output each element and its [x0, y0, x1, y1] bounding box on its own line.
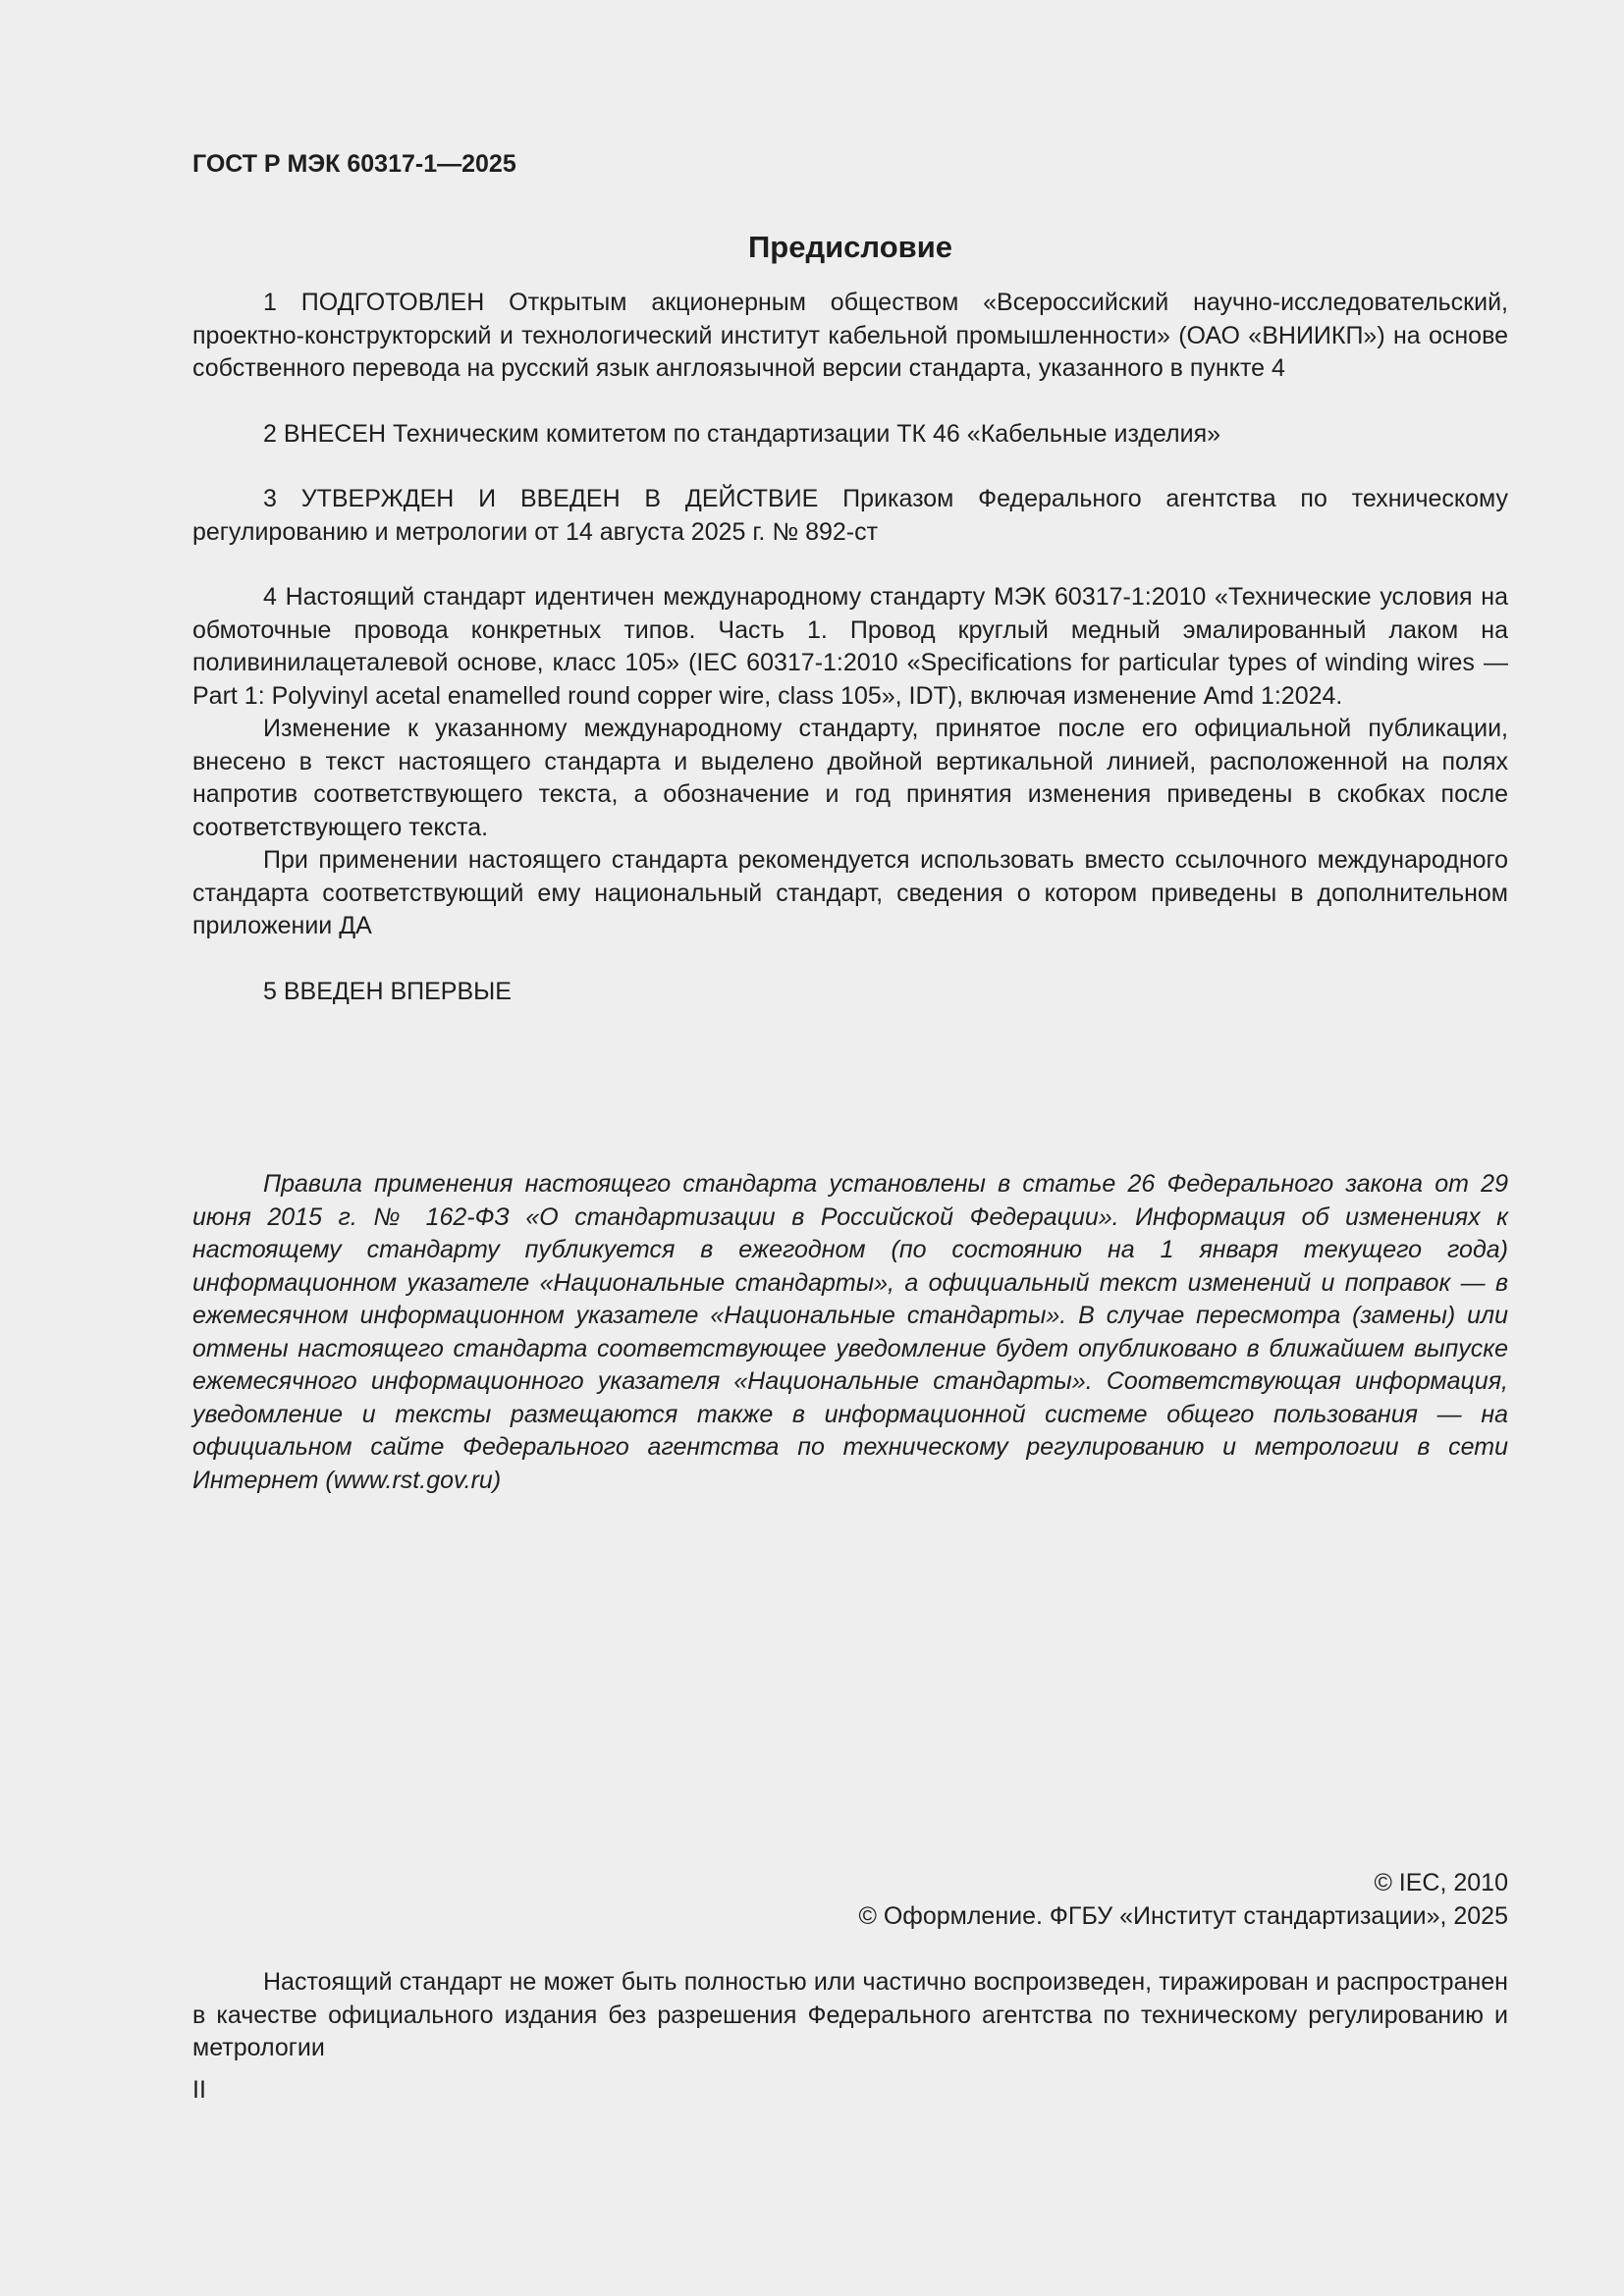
- document-code: ГОСТ Р МЭК 60317-1—2025: [192, 150, 516, 178]
- application-rules-notice: [192, 1168, 1508, 1497]
- notice-text: Правила применения настоящего стандарта установлены в статье 26 Федерального закона от 29 июня 2015 г. № 162-ФЗ «О стандартизации в Российской Федерации». Информация об изменениях к настоящему стандарту публикуется в ежегодном (по состоянию на 1 января текущего года) информационном указателе «Национальные стандарты», а официальный текст изменений и поправок — в ежемесячном информационном указателе «Национальные стандарты». В случае пересмотра (замены) или отмены настоящего стандарта соответствующее уведомление будет опубликовано в ближайшем выпуске ежемесячного информационного указателя «Национальные стандарты». Соответствующая информация, уведомление и тексты размещаются также в информационной системе общего пользования — на официальном сайте Федерального агентства по техническому регулированию и метрологии в сети Интернет (www.rst.gov.ru): [192, 1170, 1508, 1494]
- foreword-item-2: 2 ВНЕСЕН Техническим комитетом по стандартизации ТК 46 «Кабельные изделия»: [263, 419, 1221, 448]
- page-title: Предисловие: [747, 230, 952, 264]
- foreword-body: [192, 287, 1508, 1008]
- reproduction-notice: [192, 1966, 1508, 2065]
- foreword-item-1: 1 ПОДГОТОВЛЕН Открытым акционерным обществом «Всероссийский научно-исследовательский, проектно-конструкторский и технологический институт кабельной промышленности» (ОАО «ВНИИКП») на основе собственного перевода на русский язык англоязычной версии стандарта, указанного в пункте 4: [192, 289, 1508, 382]
- copyright-design: © Оформление. ФГБУ «Институт стандартизации», 2025: [858, 1901, 1508, 1930]
- reproduction-text: Настоящий стандарт не может быть полностью или частично воспроизведен, тиражирован и распространен в качестве официального издания без разрешения Федерального агентства по техническому регулированию и метрологии: [192, 1968, 1508, 2061]
- foreword-item-4-amendment: Изменение к указанному международному стандарту, принятое после его официальной публикации, внесено в текст настоящего стандарта и выделено двойной вертикальной линией, расположенной на полях напротив соответствующего текста, а обозначение и год принятия изменения приведены в скобках после соответствующего текста.: [192, 715, 1508, 841]
- foreword-item-5: 5 ВВЕДЕН ВПЕРВЫЕ: [263, 977, 512, 1005]
- page-header: [192, 147, 1508, 264]
- copyright-iec: © IEC, 2010: [1374, 1869, 1508, 1896]
- copyright-block: [192, 1867, 1508, 1933]
- foreword-item-3: 3 УТВЕРЖДЕН И ВВЕДЕН В ДЕЙСТВИЕ Приказом Федерального агентства по техническому регулированию и метрологии от 14 августа 2025 г. № 892-ст: [192, 485, 1508, 546]
- foreword-item-4: 4 Настоящий стандарт идентичен международному стандарту МЭК 60317-1:2010 «Технические условия на обмоточные провода конкретных типов. Часть 1. Провод круглый медный эмалированный лаком на поливинилацеталевой основе, класс 105» (IEC 60317-1:2010 «Specifications for particular types of winding wires — Part 1: Polyvinyl acetal enamelled round copper wire, class 105», IDT), включая изменение Amd 1:2024.: [192, 583, 1508, 710]
- foreword-item-4-reference: При применении настоящего стандарта рекомендуется использовать вместо ссылочного международного стандарта соответствующий ему национальный стандарт, сведения о котором приведены в дополнительном приложении ДА: [192, 846, 1508, 939]
- page-number: II: [192, 2076, 206, 2104]
